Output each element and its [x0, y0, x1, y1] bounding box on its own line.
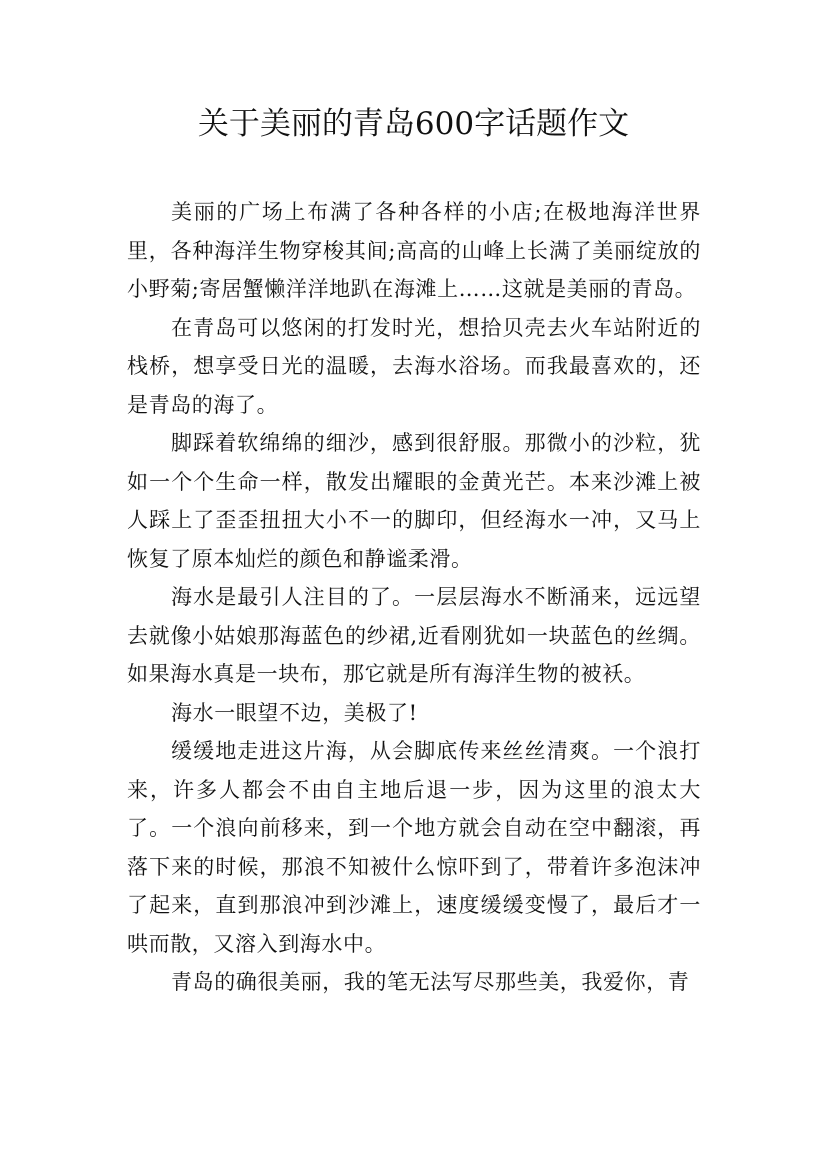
- paragraph: 青岛的确很美丽，我的笔无法写尽那些美，我爱你，青: [171, 970, 690, 994]
- paragraph: 缓缓地走进这片海，从会脚底传来丝丝清爽。一个浪打来，许多人都会不由自主地后退一步，因为这里的浪太大了。一个浪向前移来，到一个地方就会自动在空中翻滚，再落下来的时候，那浪不知被什么惊吓到了，带着许多泡沫冲了起来，直到那浪冲到沙滩上，速度缓缓变慢了，最后才一哄而散，又溶入到海水中。: [127, 739, 701, 956]
- document-body: [127, 193, 701, 1002]
- paragraph: 脚踩着软绵绵的细沙，感到很舒服。那微小的沙粒，犹如一个个生命一样，散发出耀眼的金黄光芒。本来沙滩上被人踩上了歪歪扭扭大小不一的脚印，但经海水一冲，又马上恢复了原本灿烂的颜色和静谧柔滑。: [127, 431, 701, 571]
- paragraph: 海水是最引人注目的了。一层层海水不断涌来，远远望去就像小姑娘那海蓝色的纱裙,近看刚犹如一块蓝色的丝绸。如果海水真是一块布，那它就是所有海洋生物的被袄。: [127, 585, 701, 686]
- paragraph: 在青岛可以悠闲的打发时光，想拾贝壳去火车站附近的栈桥，想享受日光的温暖，去海水浴场。而我最喜欢的，还是青岛的海了。: [127, 315, 701, 417]
- paragraph: 海水一眼望不边，美极了!: [171, 700, 418, 725]
- document-title: 关于美丽的青岛600字话题作文: [197, 106, 630, 142]
- paragraph: 美丽的广场上布满了各种各样的小店;在极地海洋世界里，各种海洋生物穿梭其间;高高的山峰上长满了美丽绽放的小野菊;寄居蟹懒洋洋地趴在海滩上……这就是美丽的青岛。: [127, 200, 701, 301]
